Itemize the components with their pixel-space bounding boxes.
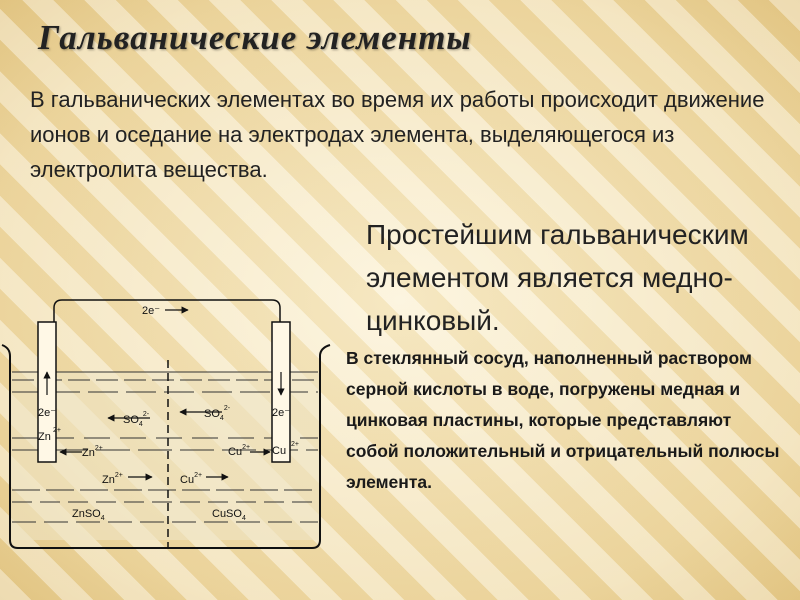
zn-ion-lower-label: $Zn^{2+}$ [102,472,123,486]
external-wire [54,300,280,322]
electrons-top-label: 2e⁻ [142,305,161,317]
zn-ion-upper-label: $Zn^{2+}$ [82,445,103,459]
electrons-left-label: 2e⁻ [38,407,57,419]
intro-paragraph: В гальванических элементах во время их работы происходит движение ионов и оседание на электродах элемента, выделяющегося из электролита вещества. [30,87,765,182]
electrons-right-label: 2e⁻ [272,407,291,419]
cu-plate-charge: 2+ [291,441,299,448]
so4-right-label: $SO_4^{2-}$ [204,405,231,422]
cuso4-label: CuSO$_4$ [212,508,246,522]
zn-plate-charge: 2+ [53,427,61,434]
zn-plate-label: Zn [38,431,51,443]
slide-title: Гальванические элементы [38,18,472,57]
cu-ion-upper-label: $Cu^{2+}$ [228,444,251,458]
galvanic-cell-diagram [0,290,340,560]
so4-left-label: $SO_4^{2-}$ [123,411,150,428]
cu-ion-lower-label: $Cu^{2+}$ [180,472,203,486]
znso4-label: ZnSO$_4$ [72,508,105,522]
subheading: Простейшим гальваническим элементом является медно-цинковый. [366,219,749,336]
cu-plate-label: Cu [272,445,287,457]
description-paragraph: В стеклянный сосуд, наполненный раствором серной кислоты в воде, погружены медная и цинковая пластины, которые представляют собой положительный и отрицательный полюсы элемента. [346,348,780,492]
